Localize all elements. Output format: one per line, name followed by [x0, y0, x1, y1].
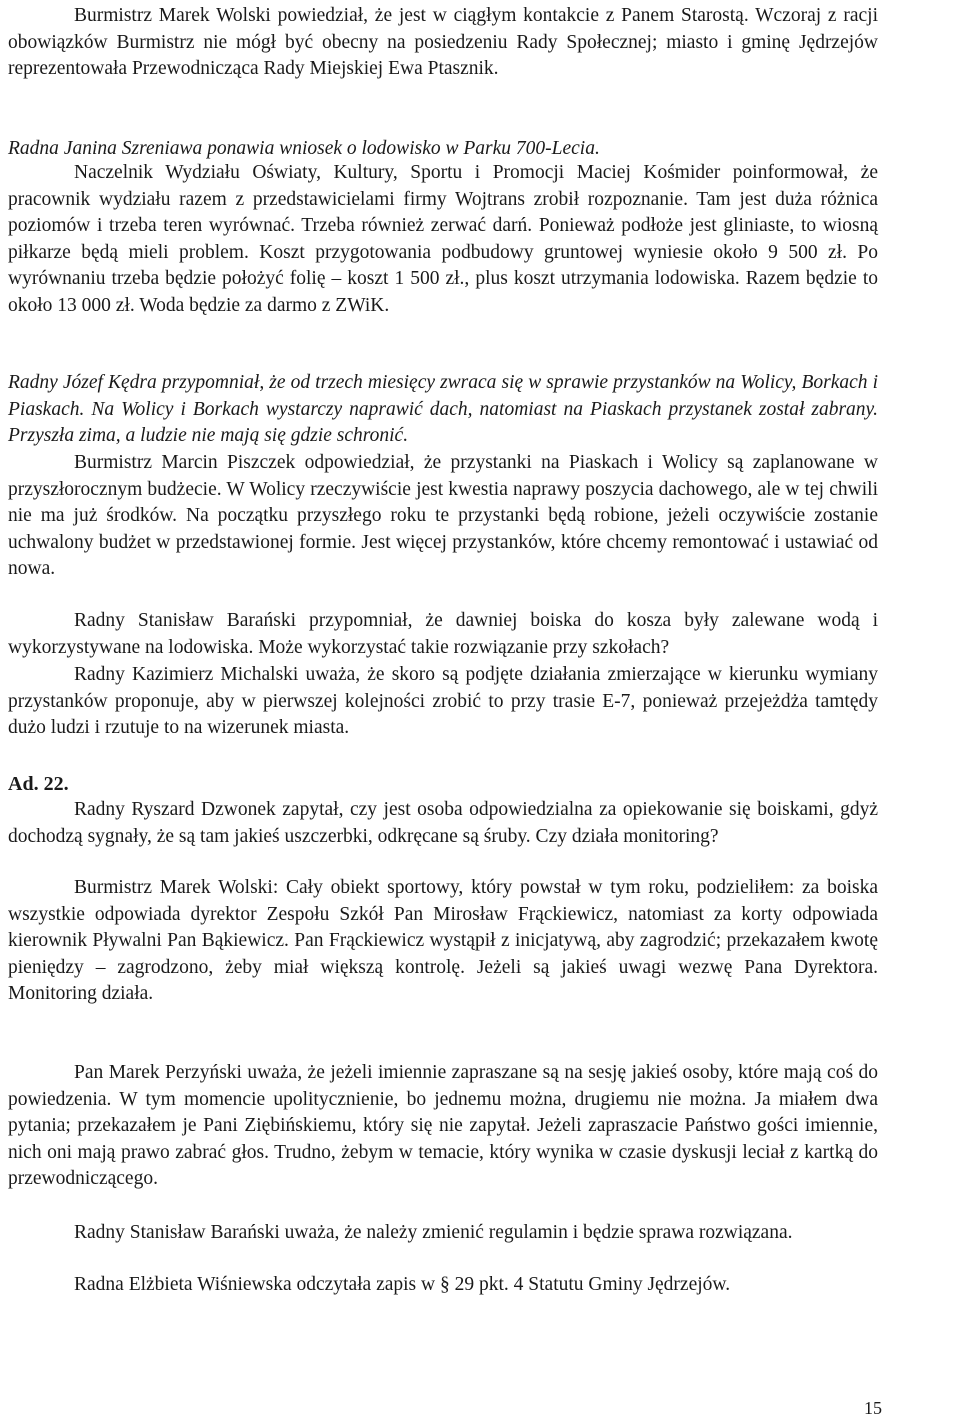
paragraph-kedra-przystanki: Radny Józef Kędra przypomniał, że od trzech miesięcy zwraca się w sprawie przystanków na Wolicy, Borkach i Piaskach. Na Wolicy i Borkach wystarczy naprawić dach, natomiast na Piaskach przystanek został zabrany. Przyszła zima, a ludzie nie mają się gdzie schronić. — [8, 372, 878, 446]
paragraph-dzwonek-pytanie: Radny Ryszard Dzwonek zapytał, czy jest osoba odpowiedzialna za opiekowanie się boiskami, gdyż dochodzą sygnały, że są tam jakieś uszczerbki, odkręcane są śruby. Czy działa monitoring? — [8, 799, 878, 847]
paragraph-naczelnik-kosmider: Naczelnik Wydziału Oświaty, Kultury, Sportu i Promocji Maciej Kośmider poinformował, że pracownik wydziału razem z przedstawicielami firmy Wojtrans zrobił rozpoznanie. Tam jest duża różnica poziomów i trzeba teren wyrównać. Trzeba również zerwać darń. Ponieważ podłoże jest gliniaste, to wiosną piłkarze będą mieli problem. Koszt przygotowania podbudowy gruntowej wyniesie około 9 500 zł. Po wyrównaniu trzeba będzie położyć folię – koszt 1 500 zł., plus koszt utrzymania lodowiska. Razem będzie to około 13 000 zł. Woda będzie za darmo z ZWiK. — [8, 162, 878, 316]
paragraph-michalski-przystanki: Radny Kazimierz Michalski uważa, że skoro są podjęte działania zmierzające w kierunku wymiany przystanków proponuje, aby w pierwszej kolejności zrobić to przy trasie E-7, ponieważ przejeżdża tamtędy dużo ludzi i rzutuje to na wizerunek miasta. — [8, 664, 878, 738]
paragraph-piszczek-odpowiedz: Burmistrz Marcin Piszczek odpowiedział, że przystanki na Piaskach i Wolicy są zaplanowane w przyszłorocznym budżecie. W Wolicy rzeczywiście jest kwestia naprawy poszycia dachowego, ale w tej chwili nie ma już środków. Na początku przyszłego roku te przystanki będą robione, jeżeli oczywiście zostanie uchwalony budżet w przedstawionej formie. Jest więcej przystanków, które chcemy remontować i ustawiać od nowa. — [8, 452, 878, 579]
paragraph-baranski-boiska: Radny Stanisław Barański przypomniał, że dawniej boiska do kosza były zalewane wodą i wykorzystywane na lodowiska. Może wykorzystać takie rozwiązanie przy szkołach? — [8, 610, 878, 658]
paragraph-szreniawa-wniosek: Radna Janina Szreniawa ponawia wniosek o lodowisko w Parku 700-Lecia. — [8, 138, 600, 159]
paragraph-burmistrz-wolski-starosta: Burmistrz Marek Wolski powiedział, że jest w ciągłym kontakcie z Panem Starostą. Wczoraj z racji obowiązków Burmistrz nie mógł być obecny na posiedzeniu Rady Społecznej; miasto i gminę Jędrzejów reprezentowała Przewodnicząca Rady Miejskiej Ewa Ptasznik. — [8, 5, 878, 79]
page-number: 15 — [864, 1398, 882, 1418]
paragraph-perzynski: Pan Marek Perzyński uważa, że jeżeli imiennie zapraszane są na sesję jakieś osoby, które mają coś do powiedzenia. W tym momencie upolitycznienie, bo jednemu można, drugiemu nie można. Ja miałem dwa pytania; przekazałem je Pani Ziębińskiemu, który się nie zapytał. Jeżeli zapraszacie Państwo gości imiennie, nich oni mają prawo zabrać głos. Trudno, żebym w temacie, który wynika w czasie dyskusji leciał z kartką do przewodniczącego. — [8, 1062, 878, 1189]
paragraph-wisniewska-statut: Radna Elżbieta Wiśniewska odczytała zapis w § 29 pkt. 4 Statutu Gminy Jędrzejów. — [74, 1274, 731, 1295]
paragraph-baranski-regulamin: Radny Stanisław Barański uważa, że należy zmienić regulamin i będzie sprawa rozwiązana. — [74, 1222, 793, 1243]
section-heading: Ad. 22. — [8, 773, 69, 795]
paragraph-wolski-obiekt-sportowy: Burmistrz Marek Wolski: Cały obiekt sportowy, który powstał w tym roku, podzieliłem: za boiska wszystkie odpowiada dyrektor Zespołu Szkół Pan Mirosław Frąckiewicz, natomiast za korty odpowiada kierownik Pływalni Pan Bąkiewicz. Pan Frąckiewicz wystąpił z inicjatywą, aby zagrodzić; przekazałem kwotę pieniędzy – zagrodzono, żeby miał większą kontrolę. Jeżeli są jakieś uwagi wezwę Pana Dyrektora. Monitoring działa. — [8, 877, 878, 1004]
